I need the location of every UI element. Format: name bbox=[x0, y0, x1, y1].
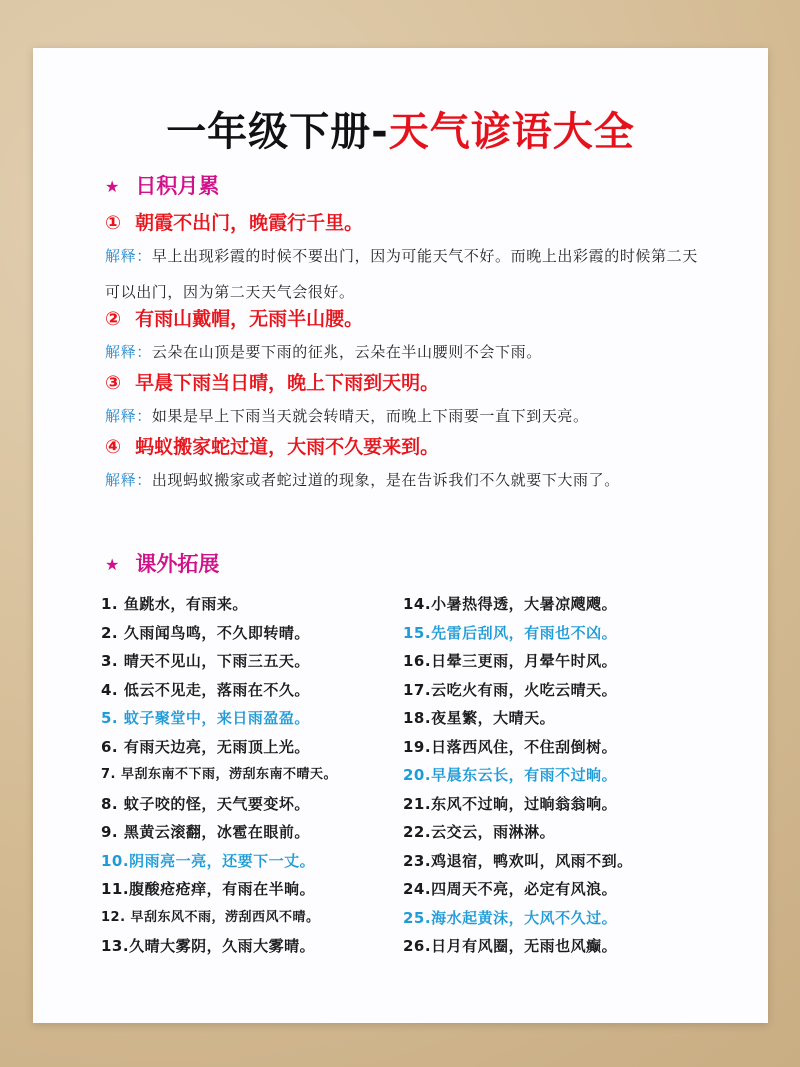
explanation-1 bbox=[105, 238, 705, 310]
proverb-number: ② bbox=[105, 308, 122, 330]
proverb-text: 朝霞不出门，晚霞行千里。 bbox=[135, 212, 364, 234]
list-item: 17.云吃火有雨，火吃云晴天。 bbox=[403, 680, 618, 699]
proverb-number: ③ bbox=[105, 372, 122, 394]
explanation-text: 早上出现彩霞的时候不要出门，因为可能天气不好。而晚上出彩霞的时候第二天可以出门，因为第二天天气会很好。 bbox=[105, 247, 698, 301]
proverb-list-right bbox=[403, 590, 633, 961]
list-item: 18.夜星繁，大晴天。 bbox=[403, 709, 556, 727]
list-item: 3. 晴天不见山，下雨三五天。 bbox=[101, 652, 310, 670]
section-heading-extended bbox=[105, 548, 219, 578]
list-item: 13.久晴大雾阴，久雨大雾晴。 bbox=[101, 937, 316, 955]
list-item: 12. 早刮东风不雨，涝刮西风不晴。 bbox=[101, 909, 320, 925]
proverb-3 bbox=[105, 368, 439, 395]
list-item: 14.小暑热得透，大暑凉飕飕。 bbox=[403, 595, 618, 613]
explanation-label: 解释： bbox=[105, 343, 152, 361]
proverb-text: 蚂蚁搬家蛇过道，大雨不久要来到。 bbox=[135, 436, 440, 458]
list-item: 6. 有雨天边亮，无雨顶上光。 bbox=[101, 737, 310, 756]
page-title bbox=[33, 100, 768, 157]
explanation-label: 解释： bbox=[105, 247, 152, 265]
section-heading-label: 课外拓展 bbox=[135, 552, 220, 576]
explanation-text: 出现蚂蚁搬家或者蛇过道的现象，是在告诉我们不久就要下大雨了。 bbox=[151, 471, 620, 489]
title-part2: 天气谚语大全 bbox=[388, 109, 635, 155]
list-item-highlighted: 15.先雷后刮风，有雨也不凶。 bbox=[403, 623, 618, 642]
list-item-highlighted: 25.海水起黄沫，大风不久过。 bbox=[403, 908, 618, 927]
list-item: 16.日晕三更雨，月晕午时风。 bbox=[403, 652, 618, 670]
section-heading-daily bbox=[105, 170, 219, 200]
explanation-label: 解释： bbox=[105, 471, 152, 489]
proverb-text: 早晨下雨当日晴，晚上下雨到天明。 bbox=[135, 372, 440, 394]
proverb-4 bbox=[105, 432, 439, 459]
star-icon: ★ bbox=[105, 177, 120, 196]
proverb-card bbox=[33, 48, 768, 1023]
list-item-highlighted: 20.早晨东云长，有雨不过晌。 bbox=[403, 766, 618, 784]
list-item: 2. 久雨闻鸟鸣，不久即转晴。 bbox=[101, 623, 310, 642]
list-item: 24.四周天不亮，必定有风浪。 bbox=[403, 880, 618, 898]
title-part1: 一年级下册- bbox=[166, 109, 389, 155]
list-item: 23.鸡退宿，鸭欢叫，风雨不到。 bbox=[403, 851, 633, 870]
list-item: 7. 早刮东南不下雨，涝刮东南不晴天。 bbox=[101, 767, 338, 782]
explanation-2 bbox=[105, 334, 705, 370]
proverb-1 bbox=[105, 208, 363, 235]
list-item: 4. 低云不见走，落雨在不久。 bbox=[101, 680, 310, 699]
list-item: 9. 黑黄云滚翻，冰雹在眼前。 bbox=[101, 823, 310, 841]
proverb-list-left bbox=[101, 590, 337, 961]
star-icon: ★ bbox=[105, 555, 120, 574]
explanation-label: 解释： bbox=[105, 407, 152, 425]
explanation-text: 云朵在山顶是要下雨的征兆，云朵在半山腰则不会下雨。 bbox=[151, 343, 542, 361]
proverb-number: ① bbox=[105, 212, 122, 234]
list-item: 19.日落西风住，不住刮倒树。 bbox=[403, 737, 618, 756]
list-item: 8. 蚊子咬的怪，天气要变坏。 bbox=[101, 794, 310, 813]
list-item-highlighted: 5. 蚊子聚堂中，来日雨盈盈。 bbox=[101, 709, 310, 727]
list-item: 26.日月有风圈，无雨也风癫。 bbox=[403, 937, 618, 955]
proverb-text: 有雨山戴帽，无雨半山腰。 bbox=[135, 308, 364, 330]
proverb-2 bbox=[105, 304, 363, 331]
proverb-number: ④ bbox=[105, 436, 122, 458]
list-item: 21.东风不过晌，过晌翁翁响。 bbox=[403, 794, 618, 813]
explanation-4 bbox=[105, 462, 705, 498]
explanation-3 bbox=[105, 398, 705, 434]
list-item-highlighted: 10.阴雨亮一亮，还要下一丈。 bbox=[101, 851, 316, 870]
list-item: 11.腹酸疮疮痒，有雨在半晌。 bbox=[101, 880, 316, 898]
explanation-text: 如果是早上下雨当天就会转晴天，而晚上下雨要一直下到天亮。 bbox=[151, 407, 589, 425]
section-heading-label: 日积月累 bbox=[135, 174, 220, 198]
list-item: 22.云交云，雨淋淋。 bbox=[403, 823, 556, 841]
list-item: 1. 鱼跳水，有雨来。 bbox=[101, 595, 248, 613]
